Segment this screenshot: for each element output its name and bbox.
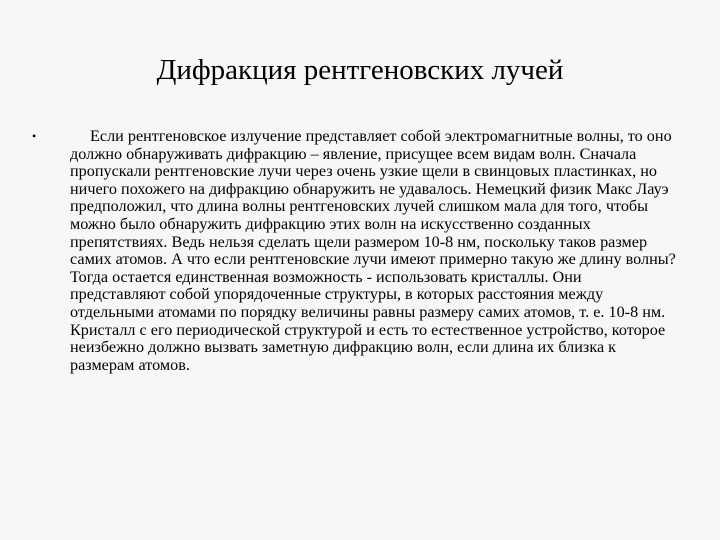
bullet-marker: • xyxy=(32,129,37,143)
slide-title: Дифракция рентгеновских лучей xyxy=(156,54,564,86)
body-paragraph: Если рентгеновское излучение представляет собой электромагнитные волны, то оно должно обнаруживать дифракцию – явление, присущее всем видам волн. Сначала пропускали рентгеновские лучи через очень узкие щели в свинцовых пластинках, но ничего похожего на дифракцию обнаружить не удавалось. Немецкий физик Макс Лауэ предположил, что длина волны рентгеновских лучей слишком мала для того, чтобы можно было обнаружить дифракцию этих волн на искусственно созданных препятствиях. Ведь нельзя сделать щели размером 10-8 нм, поскольку таков размер самих атомов. А что если рентгеновские лучи имеют примерно такую же длину волны? Тогда остается единственная возможность - использовать кристаллы. Они представляют собой упорядоченные структуры, в которых расстояния между отдельными атомами по порядку величины равны размеру самих атомов, т. е. 10-8 нм. Кристалл с его периодической структурой и есть то естественное устройство, которое неизбежно должно вызвать заметную дифракцию волн, если длина их близка к размерам атомов. xyxy=(70,127,676,374)
